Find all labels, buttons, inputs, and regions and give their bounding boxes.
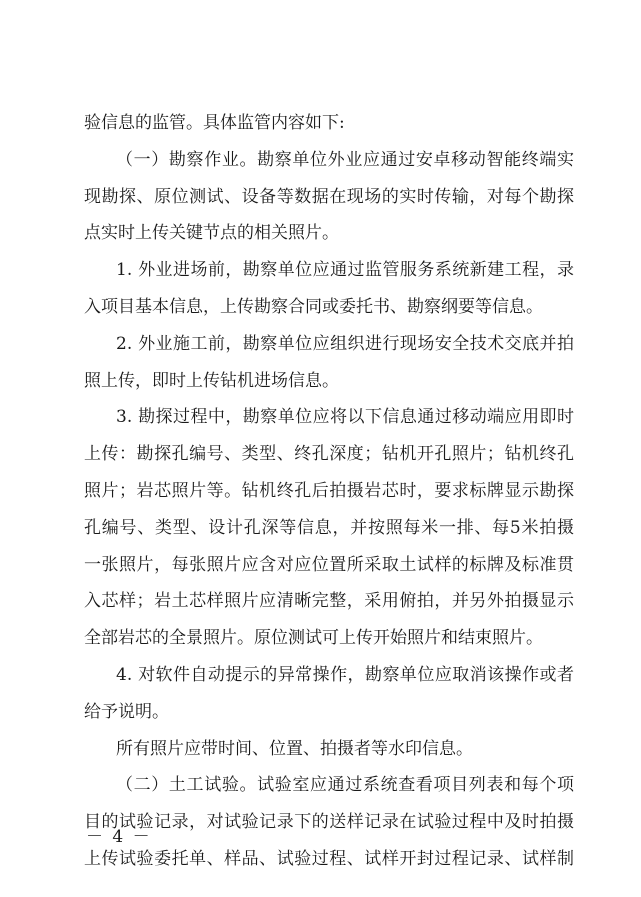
text-line: 一张照片，每张照片应含对应位置所采取土试样的标牌及标准贯 — [84, 554, 574, 575]
text-line: 现勘探、原位测试、设备等数据在现场的实时传输，对每个勘探 — [84, 186, 574, 207]
text-line: 给予说明。 — [84, 701, 169, 722]
text-line: （二）土工试验。试验室应通过系统查看项目列表和每个项 — [116, 775, 574, 796]
text-line: 照片；岩芯照片等。钻机终孔后拍摄岩芯时，要求标牌显示勘探 — [84, 480, 574, 501]
text-line: 上传：勘探孔编号、类型、终孔深度；钻机开孔照片；钻机终孔 — [84, 444, 574, 465]
text-line: 入芯样；岩土芯样照片应清晰完整，采用俯拍，并另外拍摄显示 — [84, 591, 574, 612]
text-line: 入项目基本信息，上传勘察合同或委托书、勘察纲要等信息。 — [84, 296, 543, 317]
text-line: 验信息的监管。具体监管内容如下: — [84, 113, 345, 133]
text-line: 目的试验记录，对试验记录下的送样记录在试验过程中及时拍摄 — [84, 812, 574, 833]
body-text — [84, 105, 574, 878]
text-line: 4. 对软件自动提示的异常操作，勘察单位应取消该操作或者 — [116, 664, 574, 685]
text-line: 所有照片应带时间、位置、拍摄者等水印信息。 — [116, 738, 473, 759]
text-line: 3. 勘探过程中，勘察单位应将以下信息通过移动端应用即时 — [116, 407, 574, 428]
text-line: （一）勘察作业。勘察单位外业应通过安卓移动智能终端实 — [116, 149, 574, 170]
text-line: 孔编号、类型、设计孔深等信息，并按照每米一排、每5米拍摄 — [84, 517, 574, 538]
text-line: 2. 外业施工前，勘察单位应组织进行现场安全技术交底并拍 — [116, 333, 574, 354]
text-line: 点实时上传关键节点的相关照片。 — [84, 223, 339, 244]
text-line: 全部岩芯的全景照片。原位测试可上传开始照片和结束照片。 — [84, 628, 543, 649]
text-line: 1. 外业进场前，勘察单位应通过监管服务系统新建工程，录 — [116, 260, 574, 281]
page-number: － 4 － — [86, 827, 152, 847]
text-line: 照上传，即时上传钻机进场信息。 — [84, 370, 339, 391]
text-line: 上传试验委托单、样品、试验过程、试样开封过程记录、试样制 — [84, 848, 574, 869]
